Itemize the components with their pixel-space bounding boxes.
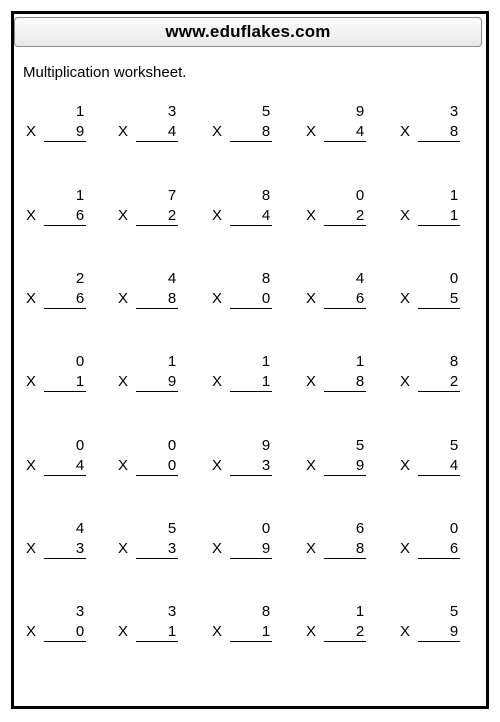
multiplicand: 1 — [261, 353, 271, 370]
multiplier: 8 — [324, 540, 366, 559]
times-sign: X — [306, 207, 317, 224]
multiplicand: 1 — [449, 187, 459, 204]
problem — [212, 103, 272, 147]
multiplicand: 4 — [167, 270, 177, 287]
multiplicand: 8 — [261, 187, 271, 204]
problem — [400, 187, 460, 231]
multiplicand: 1 — [355, 603, 365, 620]
multiplicand: 3 — [167, 603, 177, 620]
multiplicand: 3 — [167, 103, 177, 120]
multiplier: 3 — [136, 540, 178, 559]
problem — [26, 103, 86, 147]
problem — [118, 103, 178, 147]
multiplier: 2 — [418, 373, 460, 392]
multiplier: 8 — [418, 123, 460, 142]
problem — [212, 187, 272, 231]
times-sign: X — [306, 373, 317, 390]
multiplier: 1 — [230, 373, 272, 392]
times-sign: X — [26, 623, 37, 640]
multiplier: 6 — [44, 207, 86, 226]
multiplicand: 0 — [75, 353, 85, 370]
multiplicand: 0 — [449, 520, 459, 537]
times-sign: X — [306, 290, 317, 307]
multiplier: 9 — [44, 123, 86, 142]
multiplicand: 2 — [75, 270, 85, 287]
problem — [26, 187, 86, 231]
multiplier: 8 — [324, 373, 366, 392]
multiplier: 1 — [418, 207, 460, 226]
times-sign: X — [400, 123, 411, 140]
times-sign: X — [400, 457, 411, 474]
multiplier: 6 — [418, 540, 460, 559]
multiplicand: 8 — [261, 603, 271, 620]
problem — [400, 520, 460, 564]
multiplier: 2 — [324, 207, 366, 226]
multiplier: 6 — [324, 290, 366, 309]
problem — [212, 603, 272, 647]
problem — [118, 437, 178, 481]
multiplicand: 3 — [449, 103, 459, 120]
times-sign: X — [306, 623, 317, 640]
times-sign: X — [118, 457, 129, 474]
multiplicand: 1 — [75, 103, 85, 120]
times-sign: X — [118, 540, 129, 557]
times-sign: X — [306, 457, 317, 474]
multiplicand: 1 — [167, 353, 177, 370]
times-sign: X — [26, 540, 37, 557]
problem — [400, 270, 460, 314]
multiplicand: 5 — [167, 520, 177, 537]
problem — [212, 270, 272, 314]
multiplier: 4 — [324, 123, 366, 142]
multiplicand: 9 — [261, 437, 271, 454]
problem — [306, 603, 366, 647]
multiplicand: 0 — [449, 270, 459, 287]
problem — [26, 353, 86, 397]
multiplier: 8 — [230, 123, 272, 142]
multiplier: 4 — [418, 457, 460, 476]
multiplier: 2 — [324, 623, 366, 642]
multiplicand: 8 — [261, 270, 271, 287]
times-sign: X — [118, 373, 129, 390]
times-sign: X — [400, 373, 411, 390]
multiplicand: 1 — [355, 353, 365, 370]
problem — [118, 270, 178, 314]
times-sign: X — [26, 123, 37, 140]
problem — [306, 270, 366, 314]
multiplier: 4 — [230, 207, 272, 226]
times-sign: X — [118, 623, 129, 640]
multiplicand: 5 — [261, 103, 271, 120]
times-sign: X — [212, 540, 223, 557]
multiplicand: 5 — [355, 437, 365, 454]
problem — [306, 437, 366, 481]
times-sign: X — [306, 123, 317, 140]
multiplier: 5 — [418, 290, 460, 309]
problem — [306, 353, 366, 397]
multiplier: 1 — [230, 623, 272, 642]
problem — [118, 187, 178, 231]
multiplicand: 9 — [355, 103, 365, 120]
problem — [118, 520, 178, 564]
multiplier: 0 — [230, 290, 272, 309]
multiplicand: 3 — [75, 603, 85, 620]
times-sign: X — [306, 540, 317, 557]
problem — [118, 353, 178, 397]
multiplier: 1 — [44, 373, 86, 392]
problem — [26, 603, 86, 647]
multiplicand: 5 — [449, 603, 459, 620]
problem — [306, 520, 366, 564]
times-sign: X — [212, 623, 223, 640]
times-sign: X — [118, 290, 129, 307]
multiplicand: 6 — [355, 520, 365, 537]
multiplicand: 1 — [75, 187, 85, 204]
multiplier: 6 — [44, 290, 86, 309]
multiplicand: 4 — [75, 520, 85, 537]
multiplier: 1 — [136, 623, 178, 642]
multiplicand: 0 — [75, 437, 85, 454]
multiplier: 4 — [44, 457, 86, 476]
multiplier: 9 — [230, 540, 272, 559]
times-sign: X — [26, 373, 37, 390]
times-sign: X — [400, 623, 411, 640]
problem — [400, 437, 460, 481]
problem — [306, 187, 366, 231]
multiplicand: 5 — [449, 437, 459, 454]
multiplicand: 0 — [355, 187, 365, 204]
multiplicand: 0 — [261, 520, 271, 537]
times-sign: X — [212, 123, 223, 140]
problem — [212, 520, 272, 564]
multiplier: 9 — [136, 373, 178, 392]
multiplicand: 8 — [449, 353, 459, 370]
multiplier: 0 — [136, 457, 178, 476]
times-sign: X — [400, 290, 411, 307]
problem — [212, 437, 272, 481]
worksheet-title: Multiplication worksheet. — [23, 64, 187, 81]
multiplicand: 7 — [167, 187, 177, 204]
times-sign: X — [212, 457, 223, 474]
multiplicand: 0 — [167, 437, 177, 454]
times-sign: X — [212, 290, 223, 307]
times-sign: X — [26, 290, 37, 307]
problem — [400, 603, 460, 647]
multiplier: 4 — [136, 123, 178, 142]
problem — [400, 353, 460, 397]
problem — [400, 103, 460, 147]
problem — [26, 270, 86, 314]
times-sign: X — [26, 207, 37, 224]
multiplier: 2 — [136, 207, 178, 226]
problem — [306, 103, 366, 147]
times-sign: X — [26, 457, 37, 474]
times-sign: X — [400, 207, 411, 224]
problem — [212, 353, 272, 397]
multiplier: 9 — [418, 623, 460, 642]
times-sign: X — [118, 123, 129, 140]
multiplier: 8 — [136, 290, 178, 309]
multiplier: 3 — [230, 457, 272, 476]
times-sign: X — [400, 540, 411, 557]
site-url: www.eduflakes.com — [165, 22, 331, 41]
multiplier: 3 — [44, 540, 86, 559]
multiplier: 9 — [324, 457, 366, 476]
problem — [26, 437, 86, 481]
times-sign: X — [212, 373, 223, 390]
times-sign: X — [212, 207, 223, 224]
times-sign: X — [118, 207, 129, 224]
problem — [118, 603, 178, 647]
multiplier: 0 — [44, 623, 86, 642]
problem — [26, 520, 86, 564]
multiplicand: 4 — [355, 270, 365, 287]
